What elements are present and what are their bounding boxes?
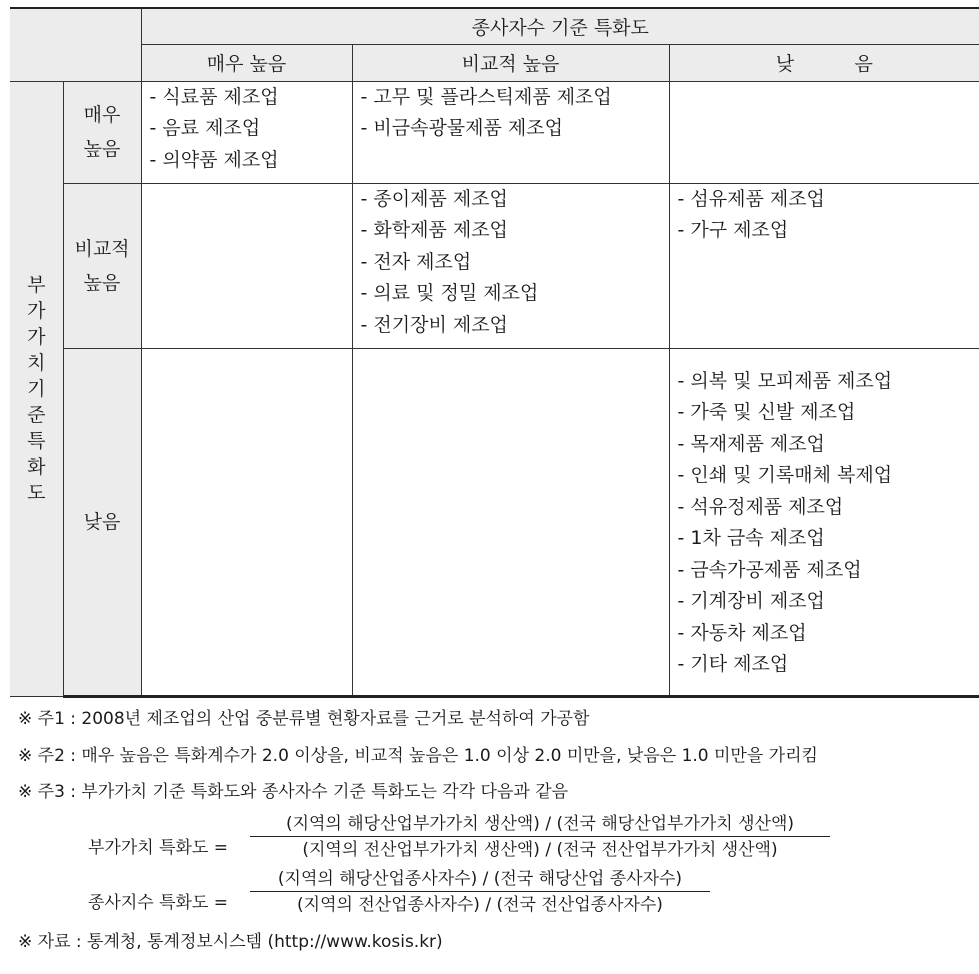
list-item: - 기타 제조업	[677, 653, 789, 675]
col-header-low: 낮 음	[669, 44, 979, 81]
list-item: - 종이제품 제조업	[360, 187, 508, 210]
list-item: - 가죽 및 신발 제조업	[677, 401, 856, 423]
row-header-relatively-high: 비교적 높음	[63, 183, 141, 348]
formula-numerator: (지역의 해당산업부가가치 생산액) / (전국 해당산업부가가치 생산액)	[250, 813, 830, 837]
source-note: ※ 자료 : 통계청, 통계정보시스템 (http://www.kosis.kr)	[18, 932, 443, 952]
cell-low-relatively-high	[352, 348, 669, 696]
list-item: - 고무 및 플라스틱제품 제조업	[360, 85, 612, 108]
list-item: - 화학제품 제조업	[360, 219, 508, 241]
formula-value-added-label: 부가가치 특화도 =	[88, 838, 229, 858]
footnote-3: ※ 주3 : 부가가치 기준 특화도와 종사자수 기준 특화도는 각각 다음과 같음	[18, 782, 569, 802]
formula-employment-label: 종사지수 특화도 =	[88, 893, 229, 913]
cell-low-low	[669, 348, 979, 696]
cell-very-high-relatively-high	[352, 81, 669, 183]
row-header-very-high: 매우 높음	[63, 81, 141, 183]
list-item: - 가구 제조업	[677, 219, 789, 241]
list-item: - 섬유제품 제조업	[677, 187, 825, 210]
cell-very-high-very-high	[141, 81, 352, 183]
formula-denominator: (지역의 전산업종사자수) / (전국 전산업종사자수)	[297, 895, 663, 915]
list-item: - 전기장비 제조업	[360, 313, 508, 336]
list-item: - 인쇄 및 기록매체 복제업	[677, 464, 893, 486]
cell-relatively-high-very-high	[141, 183, 352, 348]
formula-employment	[250, 868, 710, 917]
list-item: - 식료품 제조업	[149, 85, 279, 108]
footnote-2: ※ 주2 : 매우 높음은 특화계수가 2.0 이상을, 비교적 높음은 1.0 이상 2.0 미만을, 낮음은 1.0 미만을 가리킴	[18, 746, 818, 766]
footnote-1: ※ 주1 : 2008년 제조업의 산업 중분류별 현황자료를 근거로 분석하여 가공함	[18, 709, 590, 729]
list-item: - 목재제품 제조업	[677, 432, 825, 455]
list-item: - 자동차 제조업	[677, 621, 807, 644]
list-item: - 의료 및 정밀 제조업	[360, 282, 539, 304]
cell-relatively-high-low	[669, 183, 979, 348]
row-header-low: 낮음	[63, 348, 141, 696]
cell-low-very-high	[141, 348, 352, 696]
col-header-relatively-high: 비교적 높음	[352, 44, 669, 81]
list-item: - 음료 제조업	[149, 117, 261, 139]
list-item: - 비금속광물제품 제조업	[360, 117, 563, 139]
list-item: - 의약품 제조업	[149, 148, 279, 171]
formula-numerator: (지역의 해당산업종사자수) / (전국 해당산업 종사자수)	[250, 868, 710, 892]
list-item: - 석유정제품 제조업	[677, 495, 844, 518]
formula-value-added	[250, 813, 830, 862]
col-group-header: 종사자수 기준 특화도	[141, 8, 979, 44]
corner-cell	[10, 8, 141, 81]
list-item: - 1차 금속 제조업	[677, 527, 825, 549]
list-item: - 전자 제조업	[360, 250, 472, 273]
formula-denominator: (지역의 전산업부가가치 생산액) / (전국 전산업부가가치 생산액)	[302, 840, 778, 860]
list-item: - 의복 및 모피제품 제조업	[677, 369, 893, 392]
row-group-header: 부 가 가 치 기 준 특 화 도	[10, 81, 63, 696]
specialization-matrix-table	[10, 7, 979, 698]
cell-very-high-low	[669, 81, 979, 183]
list-item: - 기계장비 제조업	[677, 590, 825, 612]
col-header-very-high: 매우 높음	[141, 44, 352, 81]
cell-relatively-high-relatively-high	[352, 183, 669, 348]
list-item: - 금속가공제품 제조업	[677, 558, 862, 581]
